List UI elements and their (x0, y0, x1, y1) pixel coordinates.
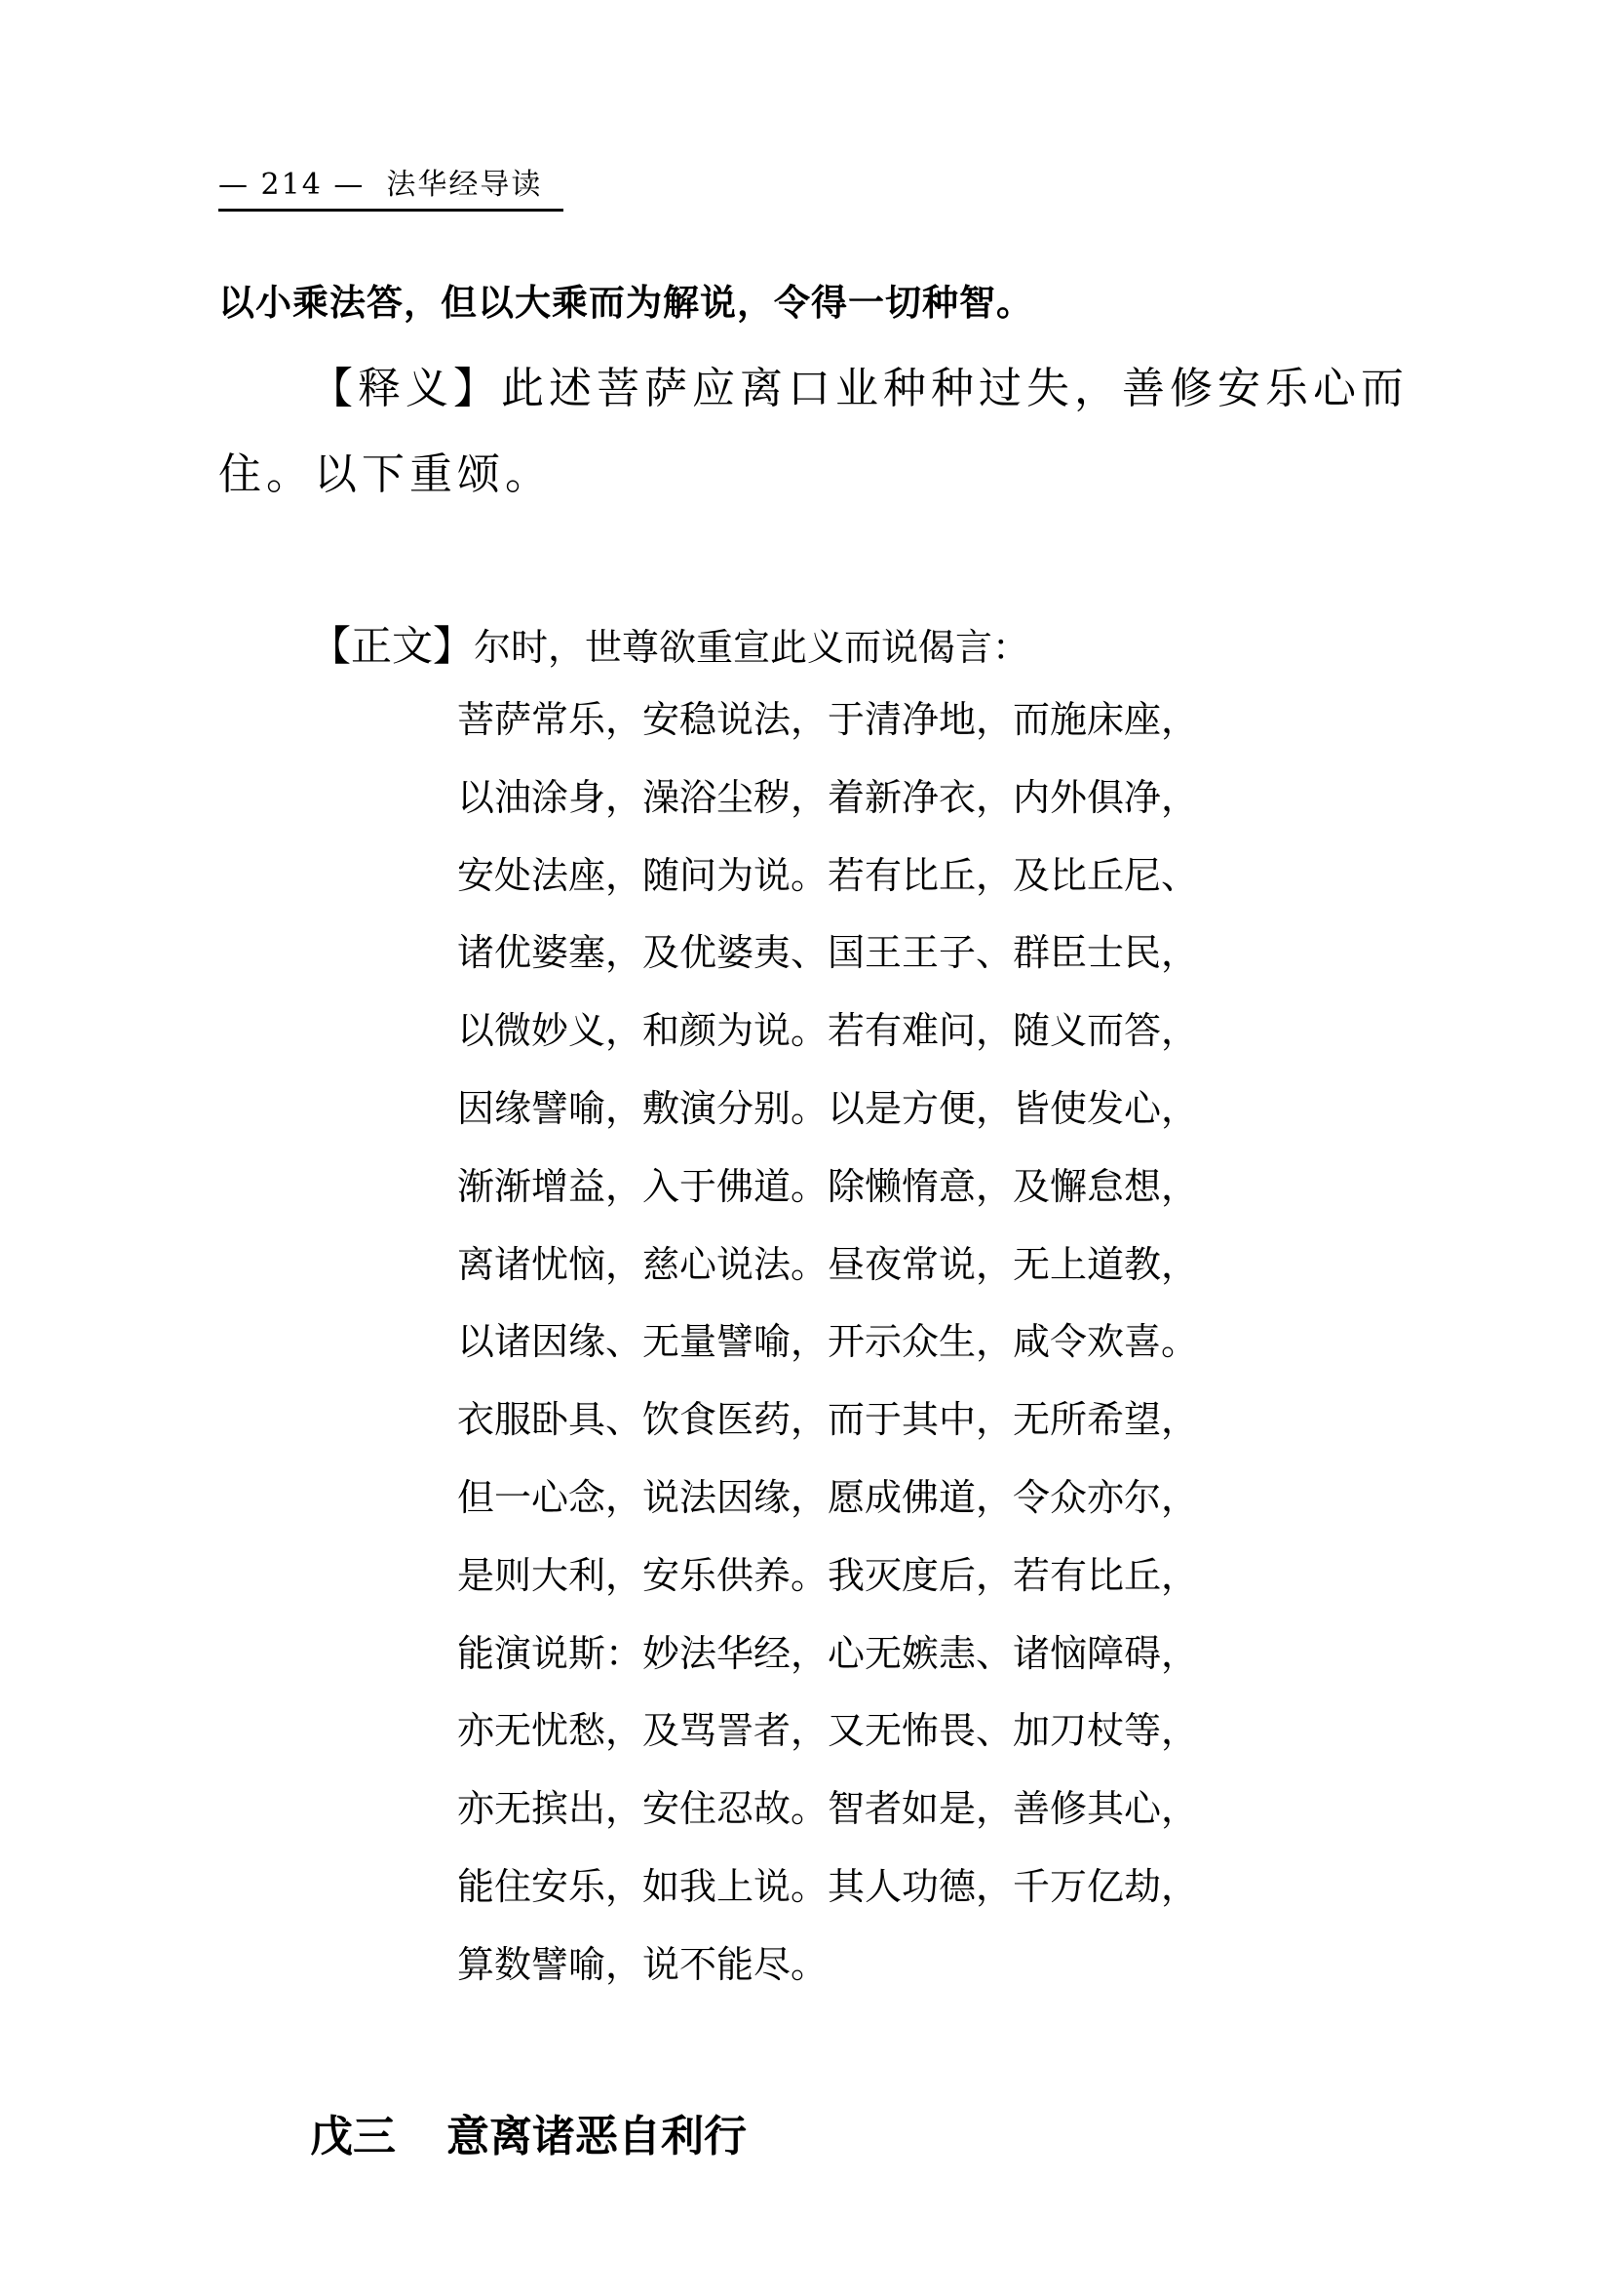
zhengwen-tag: 【正文】 (310, 622, 475, 670)
verse-line: 以微妙义，和颜为说。若有难问，随义而答， (457, 1009, 1199, 1053)
section-title: 意离诸恶自利行 (446, 2112, 747, 2161)
verse-line: 但一心念，说法因缘，愿成佛道，令众亦尔， (457, 1475, 1199, 1519)
verse-line: 能住安乐，如我上说。其人功德，千万亿劫， (457, 1864, 1199, 1908)
page-number: — 214 — (218, 168, 366, 202)
shiyi-tag: 【释义】 (310, 364, 501, 413)
verse-line: 亦无忧愁，及骂詈者，又无怖畏、加刀杖等， (457, 1709, 1199, 1753)
verse-line: 诸优婆塞，及优婆夷、国王王子、群臣士民， (457, 931, 1199, 975)
verse-line: 算数譬喻，说不能尽。 (457, 1942, 829, 1986)
continuation-text: 以小乘法答，但以大乘而为解说，令得一切种智。 (218, 282, 1033, 324)
section-number: 戊三 (310, 2112, 396, 2161)
verse-block (457, 694, 1198, 2017)
verse-line: 能演说斯：妙法华经，心无嫉恚、诸恼障碍， (457, 1631, 1199, 1675)
verse-line: 以油涂身，澡浴尘秽，着新净衣，内外俱净， (457, 775, 1199, 819)
shiyi-text: 此述菩萨应离口业种种过失，善修安乐心而 (501, 364, 1409, 413)
verse-line: 安处法座，随问为说。若有比丘，及比丘尼、 (457, 853, 1199, 897)
running-header (218, 160, 563, 212)
shiyi-paragraph-line-1 (310, 353, 1409, 415)
shiyi-paragraph-line-2: 住。以下重颂。 (218, 449, 553, 499)
zhengwen-text: 尔时，世尊欲重宣此义而说偈言： (474, 626, 1030, 669)
book-title: 法华经导读 (386, 168, 543, 202)
verse-line: 渐渐增益，入于佛道。除懒惰意，及懈怠想， (457, 1164, 1199, 1208)
verse-line: 菩萨常乐，安稳说法，于清净地，而施床座， (457, 698, 1199, 741)
verse-line: 因缘譬喻，敷演分别。以是方便，皆使发心， (457, 1086, 1199, 1130)
verse-line: 是则大利，安乐供养。我灭度后，若有比丘， (457, 1553, 1199, 1597)
zhengwen-intro (310, 614, 1029, 673)
section-heading (310, 2101, 747, 2163)
verse-line: 以诸因缘、无量譬喻，开示众生，咸令欢喜。 (457, 1320, 1199, 1364)
verse-line: 离诸忧恼，慈心说法。昼夜常说，无上道教， (457, 1242, 1199, 1286)
verse-line: 衣服卧具、饮食医药，而于其中，无所希望， (457, 1398, 1199, 1442)
verse-line: 亦无摈出，安住忍故。智者如是，善修其心， (457, 1787, 1199, 1831)
